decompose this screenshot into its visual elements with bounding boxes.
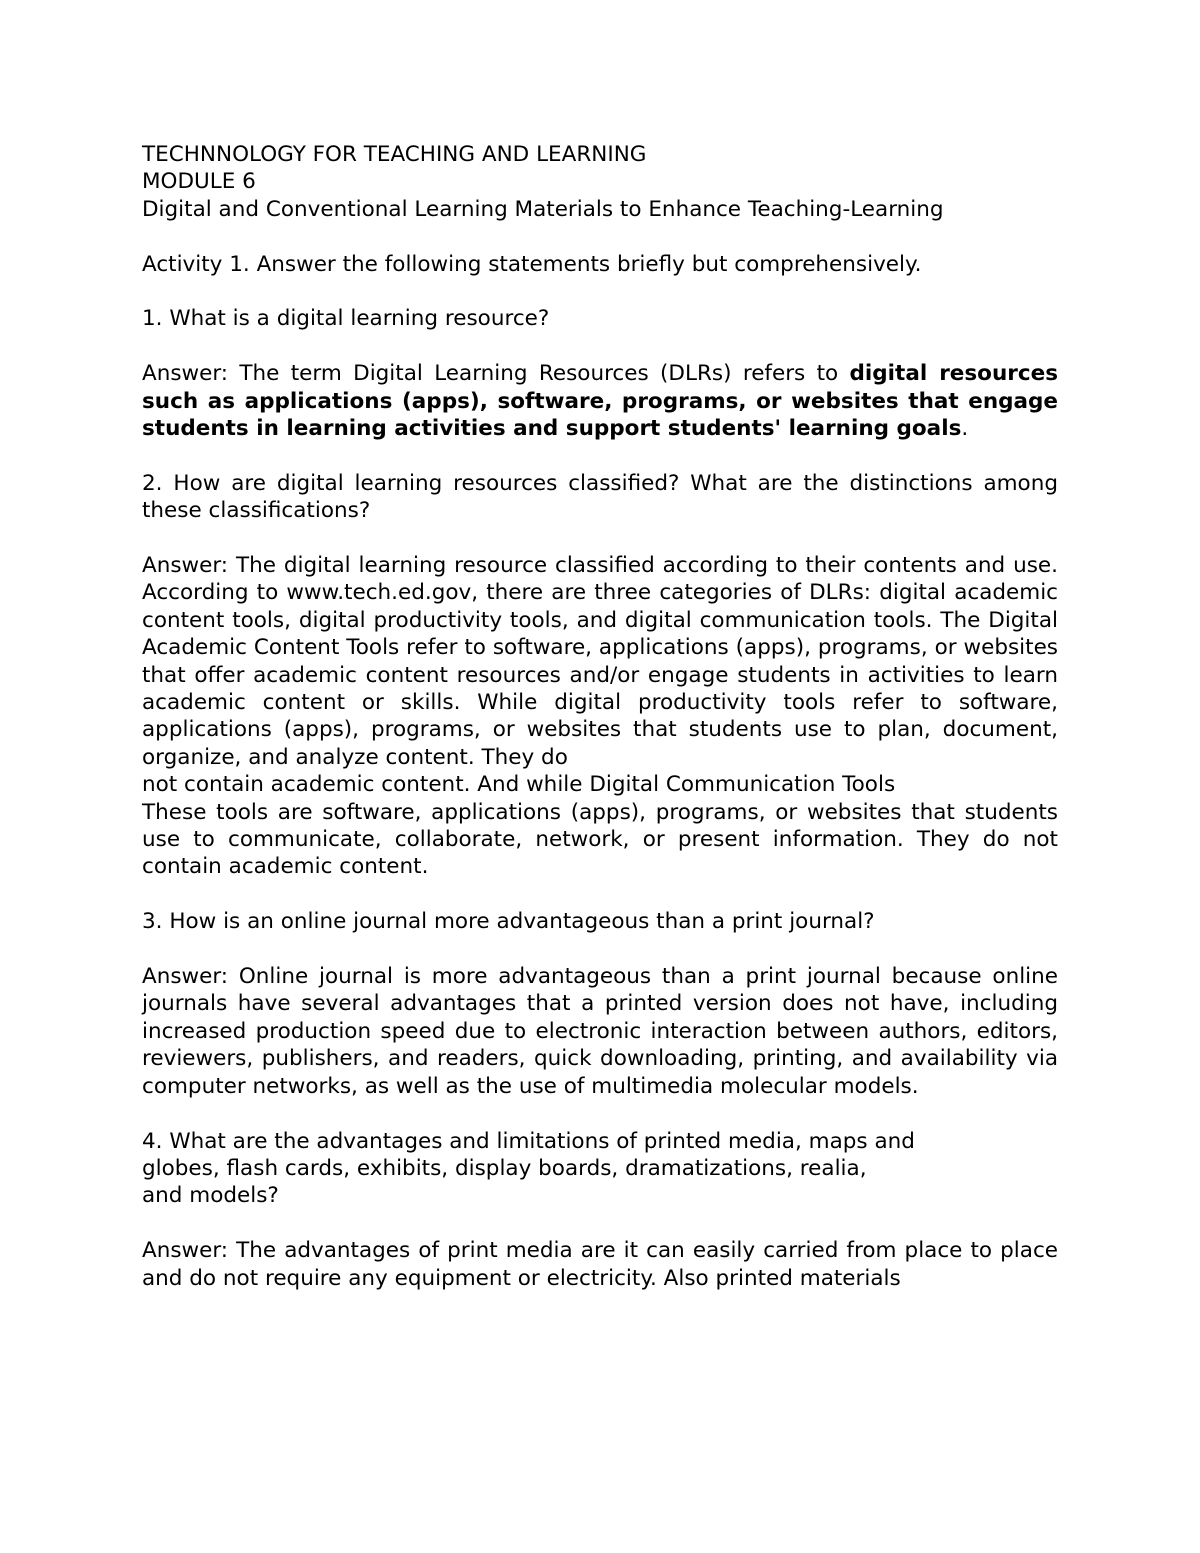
question-4-line-2: globes, flash cards, exhibits, display boards, dramatizations, realia, [142, 1155, 867, 1181]
answer-1 [142, 360, 1058, 442]
spacer [142, 525, 1058, 552]
answer-2-part-3: These tools are software, applications (apps), programs, or websites that students use to communicate, collaborate, network, or present information. They do not contain academic content. [142, 799, 1058, 880]
module-number: MODULE 6 [142, 169, 256, 195]
course-title: TECHNNOLOGY FOR TEACHING AND LEARNING [142, 142, 647, 167]
answer-4: Answer: The advantages of print media are it can easily carried from place to place and do not require any equipment or electricity. Also printed materials [142, 1238, 1058, 1291]
spacer [142, 1100, 1058, 1127]
answer-2-part-2: not contain academic content. And while Digital Communication Tools [142, 772, 896, 798]
document-body [142, 141, 1058, 1292]
answer-3: Answer: Online journal is more advantageous than a print journal because online journals have several advantages that a printed version does not have, including increased production speed due to electronic interaction between authors, editors, reviewers, publishers, and readers, quick downloading, printing, and availability via computer networks, as well as the use of multimedia molecular models. [142, 964, 1058, 1099]
question-4-line-3: and models? [142, 1183, 279, 1209]
spacer [142, 1210, 1058, 1237]
spacer [142, 442, 1058, 469]
spacer [142, 333, 1058, 360]
question-2: 2. How are digital learning resources classified? What are the distinctions among these classifications? [142, 470, 1058, 524]
answer-1-prefix: Answer: The term Digital Learning Resources (DLRs) refers to [142, 361, 850, 387]
activity-instruction: Activity 1. Answer the following statements briefly but comprehensively. [142, 251, 922, 277]
question-3: 3. How is an online journal more advantageous than a print journal? [142, 909, 875, 935]
module-title: Digital and Conventional Learning Materials to Enhance Teaching-Learning [142, 196, 944, 222]
spacer [142, 936, 1058, 963]
answer-1-bold-definition: digital resources such as applications (apps), software, programs, or websites that engage students in learning activities and support students' learning goals [142, 361, 1058, 442]
spacer [142, 278, 1058, 305]
spacer [142, 881, 1058, 908]
question-1: 1. What is a digital learning resource? [142, 306, 550, 332]
answer-2-part-1: Answer: The digital learning resource classified according to their contents and use. According to www.tech.ed.gov, there are three categories of DLRs: digital academic content tools, digital productivity tools, and digital communication tools. The Digital Academic Content Tools refer to software, applications (apps), programs, or websites that offer academic content resources and/or engage students in activities to learn academic content or skills. While digital productivity tools refer to software, applications (apps), programs, or websites that students use to plan, document, organize, and analyze content. They do [142, 553, 1058, 770]
answer-1-suffix: . [961, 416, 969, 442]
question-4-line-1: 4. What are the advantages and limitations of printed media, maps and [142, 1128, 915, 1154]
spacer [142, 223, 1058, 250]
